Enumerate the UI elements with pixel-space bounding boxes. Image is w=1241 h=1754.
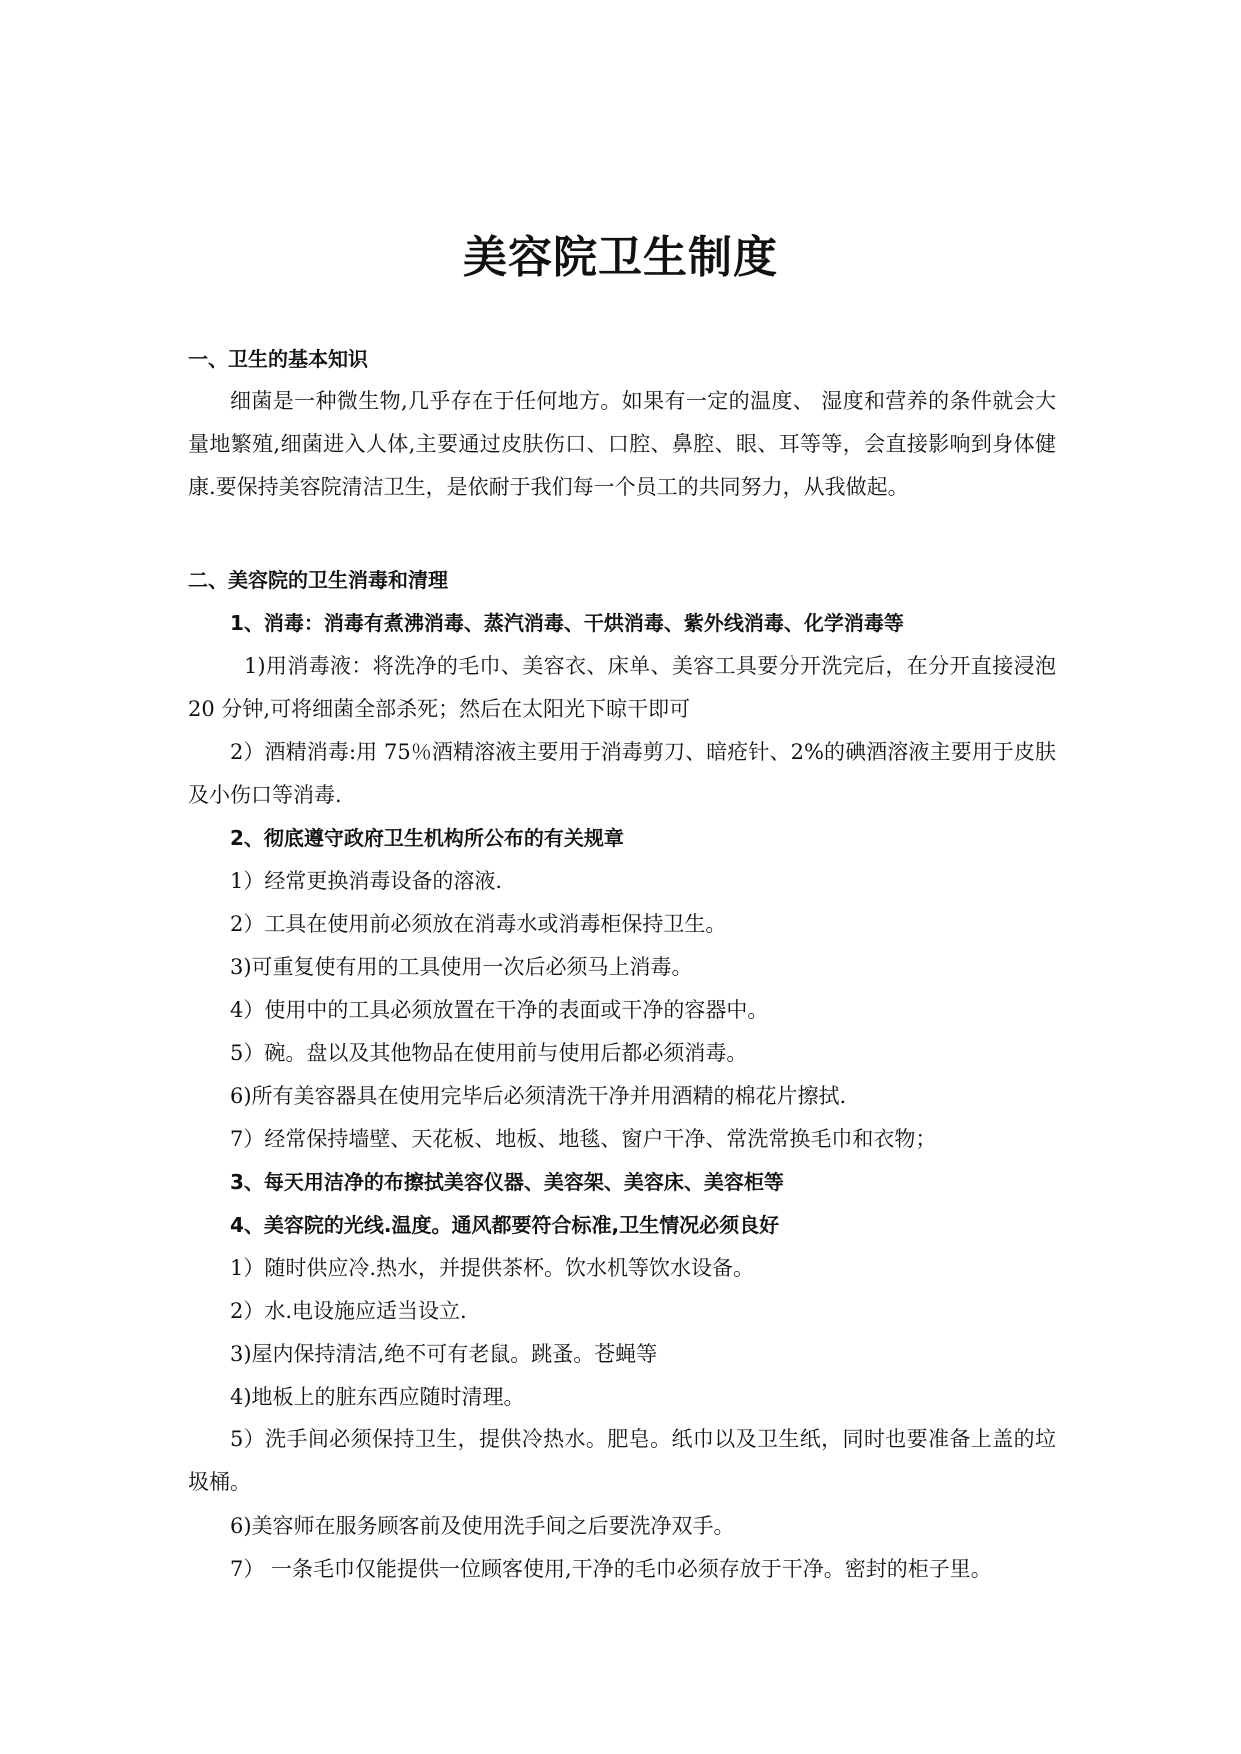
subheading-regulations: 2、彻底遵守政府卫生机构所公布的有关规章 [230, 826, 624, 850]
item-text: 2）酒精消毒:用 75％酒精溶液主要用于消毒剪刀、暗疮针、2%的碘酒溶液主要用于皮肤及小伤口等消毒. [188, 740, 1056, 807]
section-heading-basic-knowledge: 一、卫生的基本知识 [188, 347, 368, 371]
section-heading-disinfection: 二、美容院的卫生消毒和清理 [188, 568, 448, 592]
paragraph-bacteria [188, 380, 1056, 509]
item-disinfectant-liquid [188, 645, 1056, 731]
list-item: 7） 一条毛巾仅能提供一位顾客使用,干净的毛巾必须存放于干净。密封的柜子里。 [230, 1557, 992, 1581]
paragraph-text: 细菌是一种微生物,几乎存在于任何地方。如果有一定的温度、 湿度和营养的条件就会大量地繁殖,细菌进入人体,主要通过皮肤伤口、口腔、鼻腔、眼、耳等等，会直接影响到身体健康.要保持美容院清洁卫生，是依耐于我们每一个员工的共同努力，从我做起。 [188, 389, 1056, 499]
list-item: 1）经常更换消毒设备的溶液. [230, 869, 503, 893]
list-item: 6)所有美容器具在使用完毕后必须清洗干净并用酒精的棉花片擦拭. [230, 1084, 847, 1108]
subheading-disinfection-methods: 1、消毒：消毒有煮沸消毒、蒸汽消毒、干烘消毒、紫外线消毒、化学消毒等 [230, 611, 904, 635]
item-text: 5）洗手间必须保持卫生，提供冷热水。肥皂。纸巾以及卫生纸，同时也要准备上盖的垃圾桶。 [188, 1427, 1056, 1494]
subheading-daily-cleaning: 3、每天用洁净的布擦拭美容仪器、美容架、美容床、美容柜等 [230, 1170, 784, 1194]
list-item: 7）经常保持墙壁、天花板、地板、地毯、窗户干净、常洗常换毛巾和衣物； [230, 1127, 937, 1151]
list-item: 2）工具在使用前必须放在消毒水或消毒柜保持卫生。 [230, 912, 727, 936]
list-item: 1）随时供应冷.热水，并提供茶杯。饮水机等饮水设备。 [230, 1256, 755, 1280]
list-item: 4)地板上的脏东西应随时清理。 [230, 1385, 525, 1409]
document-title: 美容院卫生制度 [463, 232, 778, 283]
list-item: 3)屋内保持清洁,绝不可有老鼠。跳蚤。苍蝇等 [230, 1342, 658, 1366]
list-item: 2）水.电设施应适当设立. [230, 1299, 467, 1323]
subheading-environment: 4、美容院的光线.温度。通风都要符合标准,卫生情况必须良好 [230, 1213, 780, 1237]
item-text: 1)用消毒液：将洗净的毛巾、美容衣、床单、美容工具要分开洗完后，在分开直接浸泡 20 分钟,可将细菌全部杀死；然后在太阳光下晾干即可 [188, 654, 1056, 721]
list-item: 6)美容师在服务顾客前及使用洗手间之后要洗净双手。 [230, 1514, 735, 1538]
list-item: 4）使用中的工具必须放置在干净的表面或干净的容器中。 [230, 998, 769, 1022]
list-item: 3)可重复使有用的工具使用一次后必须马上消毒。 [230, 955, 693, 979]
list-item: 5）碗。盘以及其他物品在使用前与使用后都必须消毒。 [230, 1041, 748, 1065]
item-restroom [188, 1418, 1056, 1504]
item-alcohol-disinfection [188, 731, 1056, 817]
